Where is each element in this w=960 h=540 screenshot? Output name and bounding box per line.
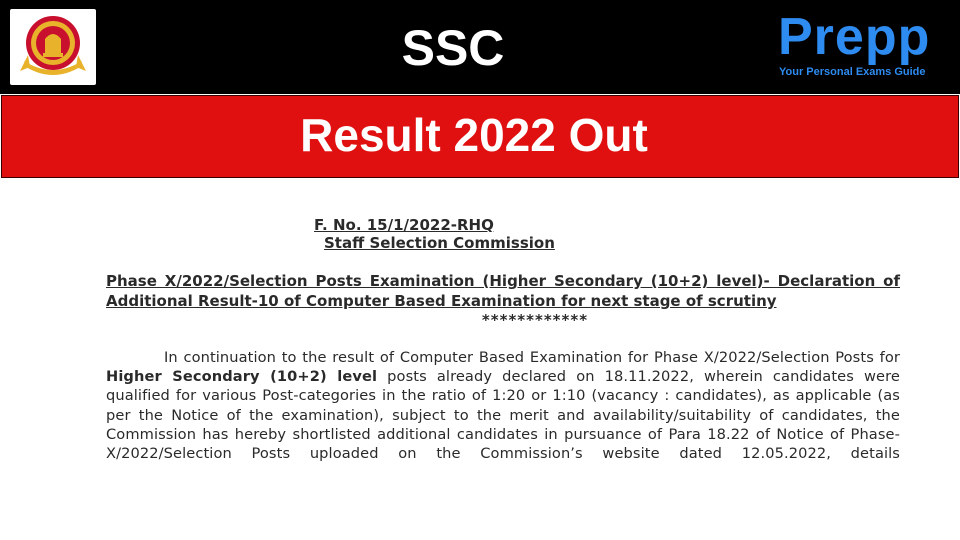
result-banner bbox=[1, 95, 959, 178]
brand-name: Prepp bbox=[778, 8, 931, 66]
para-bold-text: Higher Secondary (10+2) level bbox=[106, 368, 378, 386]
notice-subject: Phase X/2022/Selection Posts Examination (Higher Secondary (10+2) level)- Declaration of Additional Result-10 of Computer Based Examination for next stage of scrutiny bbox=[106, 272, 900, 310]
file-number: F. No. 15/1/2022-RHQ bbox=[314, 216, 494, 234]
brand-tagline: Your Personal Exams Guide bbox=[779, 66, 926, 78]
notice-document bbox=[106, 216, 900, 463]
prepp-logo bbox=[776, 8, 952, 84]
notice-paragraph bbox=[106, 348, 900, 463]
separator-stars: ************ bbox=[481, 311, 589, 329]
para-text-end: posts already declared on 18.11.2022, wherein candidates were qualified for various Post-categories in the ratio of 1:20 or 1:10 (vacancy : candidates), as applicable (as per the Notice of the examination), subject to the merit and availability/suitability of candidates, the Commission has hereby shortlisted additional candidates in pursuance of Para 18.22 of Notice of Phase-X/2022/Selection Posts uploaded on the Commission’s website dated 12.05.2022, details bbox=[106, 368, 900, 463]
para-text-start: In continuation to the result of Computer Based Examination for Phase X/2022/Selection Posts for bbox=[164, 349, 900, 366]
top-header-bar bbox=[0, 0, 960, 94]
commission-name: Staff Selection Commission bbox=[324, 234, 555, 252]
banner-title: Result 2022 Out bbox=[300, 109, 648, 161]
page-title: SSC bbox=[401, 20, 505, 76]
